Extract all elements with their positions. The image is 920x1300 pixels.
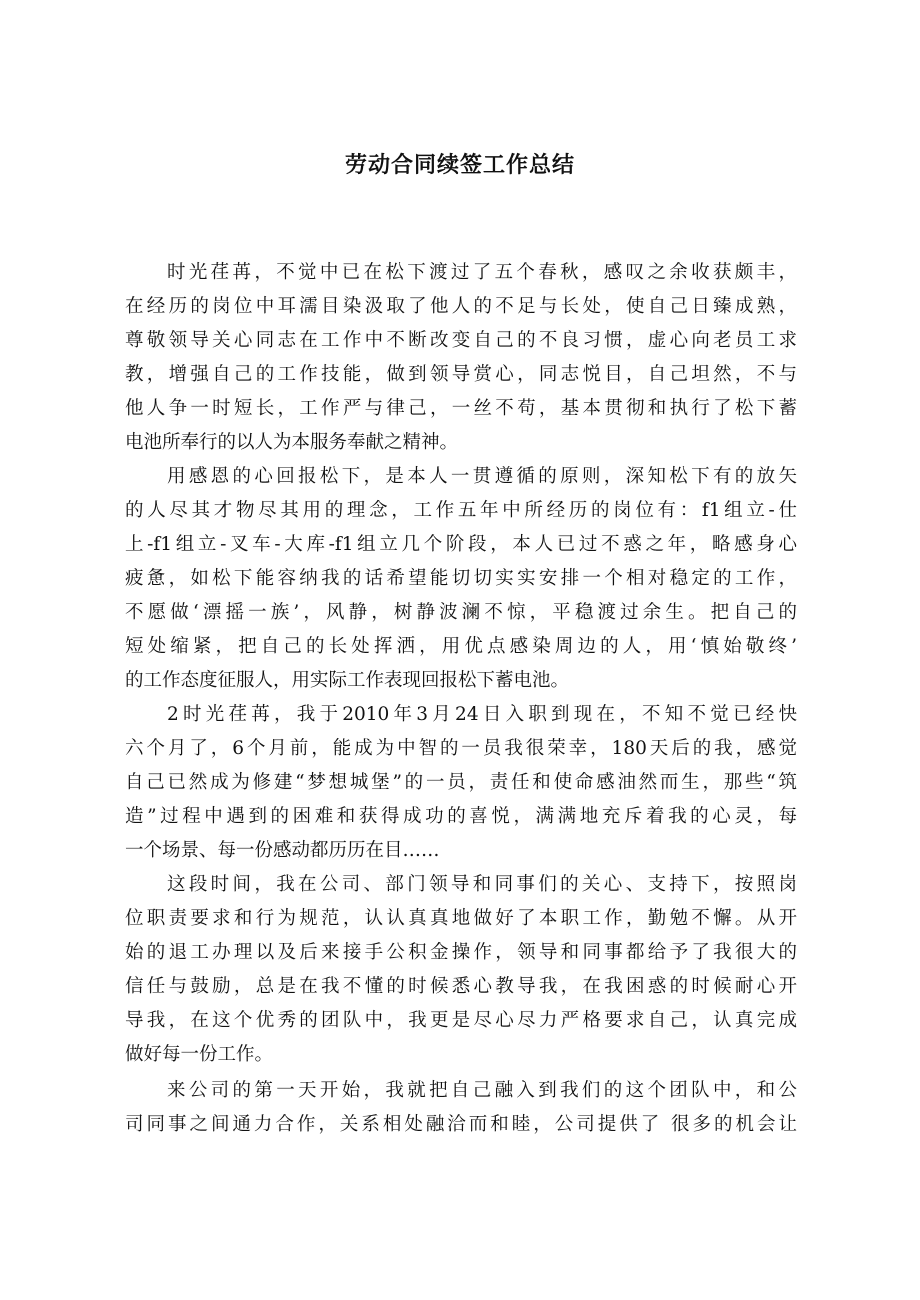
- document-body: [125, 256, 797, 1142]
- paragraph-line: 的人尽其才物尽其用的理念，工作五年中所经历的岗位有：f1组立-仕: [125, 500, 797, 521]
- paragraph-line: 的工作态度征服人，用实际工作表现回报松下蓄电池。: [125, 670, 570, 691]
- paragraph-line: 导我，在这个优秀的团队中，我更是尽心尽力严格要求自己，认真完成: [125, 1010, 797, 1031]
- paragraph-line: 在经历的岗位中耳濡目染汲取了他人的不足与长处，使自己日臻成熟，: [125, 296, 797, 317]
- paragraph-line: 2时光荏苒，我于2010年3月24日入职到现在，不知不觉已经快: [167, 704, 797, 725]
- paragraph-line: 自己已然成为修建“梦想城堡”的一员，责任和使命感油然而生，那些“筑: [125, 772, 797, 793]
- paragraph-line: 信任与鼓励，总是在我不懂的时候悉心教导我，在我困惑的时候耐心开: [125, 976, 797, 997]
- paragraph-line: 做好每一份工作。: [125, 1044, 274, 1065]
- paragraph-line: 位职责要求和行为规范，认认真真地做好了本职工作，勤勉不懈。从开: [125, 908, 797, 929]
- paragraph-line: 始的退工办理以及后来接手公积金操作，领导和同事都给予了我很大的: [125, 942, 797, 963]
- paragraph-3: [125, 698, 797, 868]
- paragraph-4: [125, 868, 797, 1072]
- paragraph-line: 用感恩的心回报松下，是本人一贯遵循的原则，深知松下有的放矢: [167, 466, 797, 487]
- paragraph-line: 来公司的第一天开始，我就把自己融入到我们的这个团队中，和公: [167, 1080, 797, 1101]
- paragraph-line: 司同事之间通力合作，关系相处融洽而和睦，公司提供了 很多的机会让: [125, 1114, 797, 1135]
- paragraph-line: 疲惫，如松下能容纳我的话希望能切切实实安排一个相对稳定的工作，: [125, 568, 797, 589]
- paragraph-line: 教，增强自己的工作技能，做到领导赏心，同志悦目，自己坦然，不与: [125, 364, 797, 385]
- document-title: 劳动合同续签工作总结: [344, 153, 575, 178]
- paragraph-5: [125, 1074, 797, 1142]
- paragraph-line: 这段时间，我在公司、部门领导和同事们的关心、支持下，按照岗: [167, 874, 797, 895]
- paragraph-line: 短处缩紧，把自己的长处挥洒，用优点感染周边的人，用‘慎始敬终’: [125, 636, 797, 657]
- paragraph-1: [125, 256, 797, 460]
- paragraph-line: 尊敬领导关心同志在工作中不断改变自己的不良习惯，虚心向老员工求: [125, 330, 797, 351]
- paragraph-line: 六个月了，6个月前，能成为中智的一员我很荣幸，180天后的我，感觉: [125, 738, 797, 759]
- paragraph-line: 上-f1组立-叉车-大库-f1组立几个阶段，本人已过不惑之年，略感身心: [125, 534, 797, 555]
- paragraph-line: 不愿做‘漂摇一族’，风静，树静波澜不惊，平稳渡过余生。把自己的: [125, 602, 797, 623]
- paragraph-line: 他人争一时短长，工作严与律己，一丝不苟，基本贯彻和执行了松下蓄: [125, 398, 797, 419]
- paragraph-line: 电池所奉行的以人为本服务奉献之精神。: [125, 432, 459, 453]
- paragraph-line: 时光荏苒，不觉中已在松下渡过了五个春秋，感叹之余收获颇丰，: [167, 262, 797, 283]
- paragraph-line: 一个场景、每一份感动都历历在目……: [125, 840, 440, 861]
- paragraph-line: 造”过程中遇到的困难和获得成功的喜悦，满满地充斥着我的心灵，每: [125, 806, 797, 827]
- paragraph-2: [125, 460, 797, 698]
